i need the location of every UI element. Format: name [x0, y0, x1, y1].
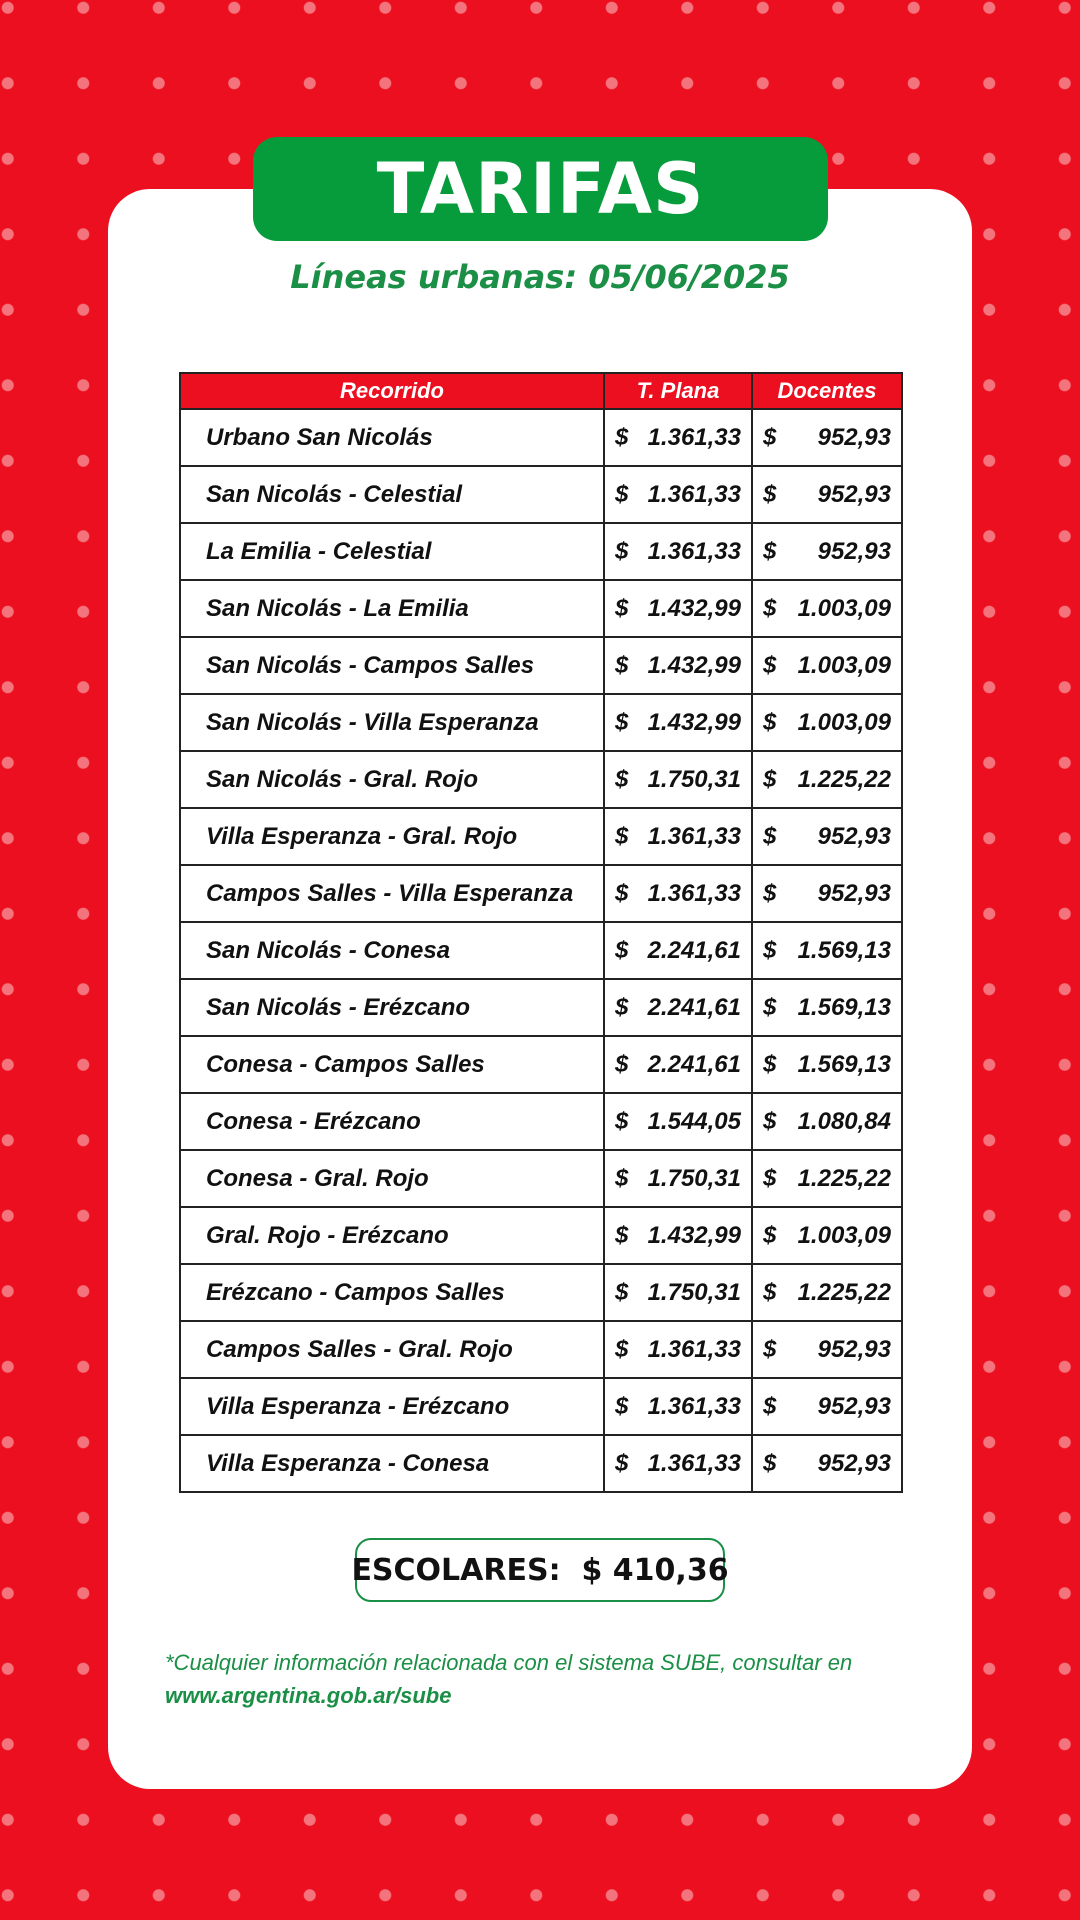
plana-amount: 1.432,99 — [647, 651, 741, 679]
currency-symbol: $ — [615, 765, 629, 793]
route-cell: San Nicolás - Villa Esperanza — [180, 694, 604, 751]
table-row — [180, 1435, 902, 1492]
docentes-amount: 952,93 — [817, 537, 891, 565]
plana-fare-cell — [604, 1264, 752, 1321]
table-row — [180, 409, 902, 466]
currency-symbol: $ — [763, 1221, 777, 1249]
docentes-fare-cell — [752, 694, 902, 751]
currency-symbol: $ — [615, 480, 629, 508]
currency-symbol: $ — [615, 651, 629, 679]
currency-symbol: $ — [615, 708, 629, 736]
plana-amount: 1.750,31 — [647, 1278, 741, 1306]
route-cell: Conesa - Erézcano — [180, 1093, 604, 1150]
docentes-amount: 1.225,22 — [797, 765, 891, 793]
docentes-fare-cell — [752, 865, 902, 922]
currency-symbol: $ — [763, 1335, 777, 1363]
page-title: TARIFAS — [376, 148, 705, 230]
currency-symbol: $ — [615, 1449, 629, 1477]
route-cell: Villa Esperanza - Conesa — [180, 1435, 604, 1492]
docentes-fare-cell — [752, 580, 902, 637]
route-cell: Conesa - Campos Salles — [180, 1036, 604, 1093]
route-cell: San Nicolás - Campos Salles — [180, 637, 604, 694]
docentes-fare-cell — [752, 1321, 902, 1378]
currency-symbol: $ — [763, 537, 777, 565]
plana-fare-cell — [604, 865, 752, 922]
currency-symbol: $ — [615, 1050, 629, 1078]
table-row — [180, 922, 902, 979]
currency-symbol: $ — [763, 480, 777, 508]
currency-symbol: $ — [763, 423, 777, 451]
table-row — [180, 694, 902, 751]
plana-fare-cell — [604, 1036, 752, 1093]
sube-link[interactable]: www.argentina.gob.ar/sube — [165, 1683, 452, 1708]
table-header-row — [180, 373, 902, 409]
docentes-amount: 952,93 — [817, 1392, 891, 1420]
currency-symbol: $ — [615, 537, 629, 565]
route-cell: Campos Salles - Gral. Rojo — [180, 1321, 604, 1378]
plana-amount: 2.241,61 — [647, 993, 741, 1021]
currency-symbol: $ — [615, 1392, 629, 1420]
table-row — [180, 466, 902, 523]
footer-note — [165, 1646, 945, 1712]
currency-symbol: $ — [763, 879, 777, 907]
plana-fare-cell — [604, 808, 752, 865]
table-row — [180, 1150, 902, 1207]
table-row — [180, 523, 902, 580]
currency-symbol: $ — [763, 708, 777, 736]
docentes-fare-cell — [752, 1036, 902, 1093]
route-cell: Villa Esperanza - Erézcano — [180, 1378, 604, 1435]
plana-fare-cell — [604, 979, 752, 1036]
title-banner — [253, 137, 828, 241]
route-cell: San Nicolás - La Emilia — [180, 580, 604, 637]
plana-fare-cell — [604, 523, 752, 580]
column-header-docentes: Docentes — [752, 373, 902, 409]
currency-symbol: $ — [763, 1278, 777, 1306]
route-cell: Urbano San Nicolás — [180, 409, 604, 466]
footer-note-text: *Cualquier información relacionada con el sistema SUBE, consultar en — [165, 1650, 853, 1675]
currency-symbol: $ — [763, 822, 777, 850]
column-header-plana: T. Plana — [604, 373, 752, 409]
currency-symbol: $ — [615, 879, 629, 907]
plana-amount: 1.361,33 — [647, 1335, 741, 1363]
plana-fare-cell — [604, 409, 752, 466]
docentes-amount: 952,93 — [817, 480, 891, 508]
docentes-amount: 1.003,09 — [797, 594, 891, 622]
route-cell: Erézcano - Campos Salles — [180, 1264, 604, 1321]
docentes-fare-cell — [752, 979, 902, 1036]
docentes-amount: 1.569,13 — [797, 936, 891, 964]
currency-symbol: $ — [615, 1278, 629, 1306]
plana-amount: 1.361,33 — [647, 1449, 741, 1477]
docentes-fare-cell — [752, 808, 902, 865]
plana-amount: 2.241,61 — [647, 1050, 741, 1078]
currency-symbol: $ — [763, 1107, 777, 1135]
plana-amount: 1.361,33 — [647, 537, 741, 565]
docentes-amount: 1.225,22 — [797, 1164, 891, 1192]
docentes-fare-cell — [752, 523, 902, 580]
plana-amount: 1.361,33 — [647, 480, 741, 508]
table-row — [180, 580, 902, 637]
plana-amount: 1.432,99 — [647, 1221, 741, 1249]
docentes-amount: 952,93 — [817, 822, 891, 850]
plana-fare-cell — [604, 1150, 752, 1207]
currency-symbol: $ — [615, 822, 629, 850]
plana-amount: 1.361,33 — [647, 423, 741, 451]
route-cell: San Nicolás - Conesa — [180, 922, 604, 979]
plana-fare-cell — [604, 1435, 752, 1492]
currency-symbol: $ — [615, 423, 629, 451]
route-cell: San Nicolás - Celestial — [180, 466, 604, 523]
currency-symbol: $ — [763, 594, 777, 622]
currency-symbol: $ — [615, 1164, 629, 1192]
plana-fare-cell — [604, 751, 752, 808]
docentes-fare-cell — [752, 409, 902, 466]
docentes-amount: 1.003,09 — [797, 1221, 891, 1249]
docentes-amount: 952,93 — [817, 1449, 891, 1477]
plana-fare-cell — [604, 466, 752, 523]
docentes-fare-cell — [752, 1093, 902, 1150]
table-row — [180, 979, 902, 1036]
currency-symbol: $ — [763, 1050, 777, 1078]
plana-fare-cell — [604, 580, 752, 637]
currency-symbol: $ — [763, 936, 777, 964]
plana-amount: 1.544,05 — [647, 1107, 741, 1135]
docentes-fare-cell — [752, 1435, 902, 1492]
currency-symbol: $ — [763, 1164, 777, 1192]
route-cell: Gral. Rojo - Erézcano — [180, 1207, 604, 1264]
plana-fare-cell — [604, 694, 752, 751]
docentes-fare-cell — [752, 1378, 902, 1435]
docentes-fare-cell — [752, 751, 902, 808]
docentes-fare-cell — [752, 922, 902, 979]
page-subtitle: Líneas urbanas: 05/06/2025 — [290, 258, 790, 296]
currency-symbol: $ — [615, 936, 629, 964]
plana-amount: 1.432,99 — [647, 708, 741, 736]
plana-amount: 1.361,33 — [647, 1392, 741, 1420]
currency-symbol: $ — [615, 1107, 629, 1135]
plana-fare-cell — [604, 1207, 752, 1264]
fares-table-body — [180, 409, 902, 1492]
table-row — [180, 1378, 902, 1435]
plana-amount: 1.361,33 — [647, 879, 741, 907]
currency-symbol: $ — [615, 594, 629, 622]
docentes-amount: 952,93 — [817, 879, 891, 907]
docentes-amount: 1.003,09 — [797, 708, 891, 736]
docentes-fare-cell — [752, 1264, 902, 1321]
docentes-amount: 1.003,09 — [797, 651, 891, 679]
docentes-amount: 1.225,22 — [797, 1278, 891, 1306]
docentes-amount: 952,93 — [817, 1335, 891, 1363]
docentes-amount: 1.569,13 — [797, 993, 891, 1021]
currency-symbol: $ — [763, 1449, 777, 1477]
route-cell: San Nicolás - Gral. Rojo — [180, 751, 604, 808]
table-row — [180, 751, 902, 808]
docentes-fare-cell — [752, 1207, 902, 1264]
plana-amount: 1.750,31 — [647, 1164, 741, 1192]
plana-amount: 2.241,61 — [647, 936, 741, 964]
plana-fare-cell — [604, 922, 752, 979]
currency-symbol: $ — [615, 1335, 629, 1363]
docentes-amount: 952,93 — [817, 423, 891, 451]
currency-symbol: $ — [763, 993, 777, 1021]
plana-fare-cell — [604, 637, 752, 694]
plana-fare-cell — [604, 1093, 752, 1150]
route-cell: La Emilia - Celestial — [180, 523, 604, 580]
currency-symbol: $ — [615, 1221, 629, 1249]
route-cell: Conesa - Gral. Rojo — [180, 1150, 604, 1207]
route-cell: San Nicolás - Erézcano — [180, 979, 604, 1036]
plana-fare-cell — [604, 1378, 752, 1435]
docentes-fare-cell — [752, 637, 902, 694]
table-row — [180, 1093, 902, 1150]
table-row — [180, 1207, 902, 1264]
currency-symbol: $ — [763, 765, 777, 793]
docentes-amount: 1.080,84 — [797, 1107, 891, 1135]
table-row — [180, 808, 902, 865]
docentes-fare-cell — [752, 466, 902, 523]
currency-symbol: $ — [615, 993, 629, 1021]
route-cell: Campos Salles - Villa Esperanza — [180, 865, 604, 922]
column-header-route: Recorrido — [180, 373, 604, 409]
table-row — [180, 1321, 902, 1378]
currency-symbol: $ — [763, 651, 777, 679]
route-cell: Villa Esperanza - Gral. Rojo — [180, 808, 604, 865]
docentes-fare-cell — [752, 1150, 902, 1207]
table-row — [180, 637, 902, 694]
table-row — [180, 1036, 902, 1093]
table-row — [180, 1264, 902, 1321]
docentes-amount: 1.569,13 — [797, 1050, 891, 1078]
plana-amount: 1.750,31 — [647, 765, 741, 793]
plana-amount: 1.432,99 — [647, 594, 741, 622]
plana-fare-cell — [604, 1321, 752, 1378]
fares-table — [179, 372, 903, 1493]
table-row — [180, 865, 902, 922]
plana-amount: 1.361,33 — [647, 822, 741, 850]
currency-symbol: $ — [763, 1392, 777, 1420]
escolares-fare-badge: ESCOLARES: $ 410,36 — [355, 1538, 725, 1602]
